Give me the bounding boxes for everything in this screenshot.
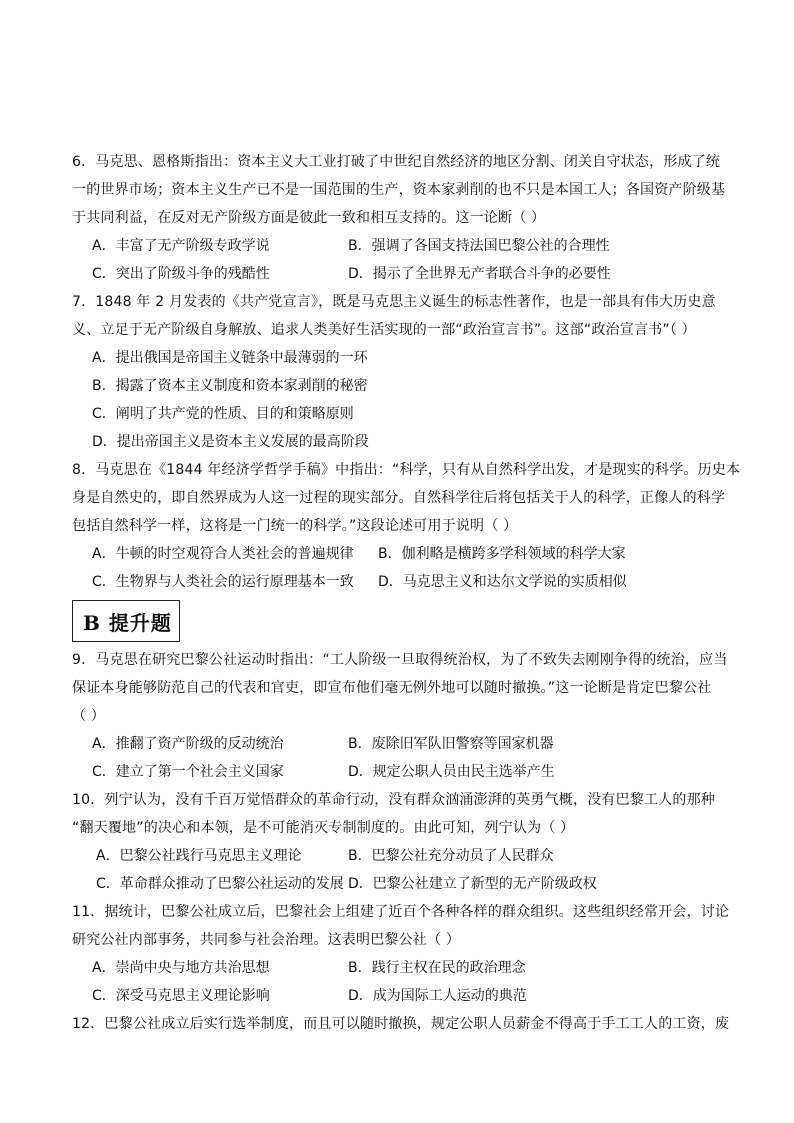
question-8-option-a: A．牛顿的时空观符合人类社会的普遍规律 [92, 546, 354, 562]
question-11-option-c: C．深受马克思主义理论影响 [92, 988, 270, 1004]
question-8-line-2: 身是自然史的，即自然界成为人这一过程的现实部分。自然科学往后将包括关于人的科学，正像人的科学 [72, 490, 726, 506]
question-8-line-3: 包括自然科学一样，这将是一门统一的科学。”这段论述可用于说明（ ） [72, 518, 518, 534]
question-9-line-1: 9．马克思在研究巴黎公社运动时指出：“工人阶级一旦取得统治权，为了不致失去刚刚争得的统治，应当 [72, 652, 728, 668]
question-7-option-c: C．阐明了共产党的性质、目的和策略原则 [92, 406, 354, 422]
question-10-option-a: A．巴黎公社践行马克思主义理论 [96, 848, 302, 864]
question-7-option-d: D．提出帝国主义是资本主义发展的最高阶段 [92, 434, 369, 450]
question-8-option-c: C．生物界与人类社会的运行原理基本一致 [92, 574, 354, 590]
question-9-option-a: A．推翻了资产阶级的反动统治 [92, 736, 284, 752]
question-7-option-a: A．提出俄国是帝国主义链条中最薄弱的一环 [92, 350, 368, 366]
question-6-line-1: 6．马克思、恩格斯指出：资本主义大工业打破了中世纪自然经济的地区分割、闭关自守状态，形成了统 [72, 154, 721, 170]
question-6-option-d: D．揭示了全世界无产者联合斗争的必要性 [348, 266, 611, 282]
question-9-option-b: B．废除旧军队旧警察等国家机器 [348, 736, 554, 752]
question-9-line-3: （ ） [72, 708, 106, 724]
question-7-line-2: 义、立足于无产阶级自身解放、追求人类美好生活实现的一部“政治宣言书”。这部“政治宣言书”（ ） [72, 322, 696, 338]
question-6-option-a: A．丰富了无产阶级专政学说 [92, 238, 270, 254]
question-10-option-b: B．巴黎公社充分动员了人民群众 [348, 848, 554, 864]
question-6-option-b: B．强调了各国支持法国巴黎公社的合理性 [348, 238, 610, 254]
question-9-option-c: C．建立了第一个社会主义国家 [92, 764, 284, 780]
question-10-line-1: 10．列宁认为，没有千百万觉悟群众的革命行动，没有群众汹涌澎湃的英勇气概，没有巴黎工人的那种 [72, 792, 716, 808]
question-11-option-b: B．践行主权在民的政治理念 [348, 960, 526, 976]
question-11-line-1: 11．据统计，巴黎公社成立后，巴黎社会上组建了近百个各种各样的群众组织。这些组织经常开会，讨论 [72, 904, 730, 920]
question-10-option-d: D．巴黎公社建立了新型的无产阶级政权 [348, 876, 597, 892]
question-9-option-d: D．规定公职人员由民主选举产生 [348, 764, 555, 780]
question-6-line-2: 一的世界市场；资本主义生产已不是一国范围的生产，资本家剥削的也不只是本国工人；各国资产阶级基 [72, 182, 726, 198]
question-11-option-d: D．成为国际工人运动的典范 [348, 988, 527, 1004]
question-6-line-3: 于共同利益，在反对无产阶级方面是彼此一致和相互支持的。这一论断（ ） [72, 210, 546, 226]
question-10-option-c: C．革命群众推动了巴黎公社运动的发展 [96, 876, 344, 892]
question-8-line-1: 8．马克思在《1844 年经济学哲学手稿》中指出：“科学，只有从自然科学出发，才是现实的科学。历史本 [72, 462, 741, 478]
question-12-line-1: 12．巴黎公社成立后实行选举制度，而且可以随时撤换，规定公职人员薪金不得高于手工工人的工资，废 [72, 1016, 730, 1032]
section-b-label: B 提升题 [83, 611, 172, 635]
question-11-line-2: 研究公社内部事务，共同参与社会治理。这表明巴黎公社（ ） [72, 932, 461, 948]
question-6-option-c: C．突出了阶级斗争的残酷性 [92, 266, 270, 282]
question-8-option-b: B．伽利略是横跨多学科领域的科学大家 [378, 546, 626, 562]
section-b-heading [72, 600, 180, 642]
question-9-line-2: 保证本身能够防范自己的代表和官吏，即宣布他们毫无例外地可以随时撤换。”这一论断是肯定巴黎公社 [72, 680, 712, 696]
question-10-line-2: “翻天覆地”的决心和本领，是不可能消灭专制制度的。由此可知，列宁认为（ ） [72, 820, 575, 836]
question-7-line-1: 7．1848 年 2 月发表的《共产党宣言》，既是马克思主义诞生的标志性著作，也是一部具有伟大历史意 [72, 294, 716, 310]
question-11-option-a: A．崇尚中央与地方共治思想 [92, 960, 270, 976]
question-7-option-b: B．揭露了资本主义制度和资本家剥削的秘密 [92, 378, 368, 394]
question-8-option-d: D．马克思主义和达尔文学说的实质相似 [378, 574, 627, 590]
